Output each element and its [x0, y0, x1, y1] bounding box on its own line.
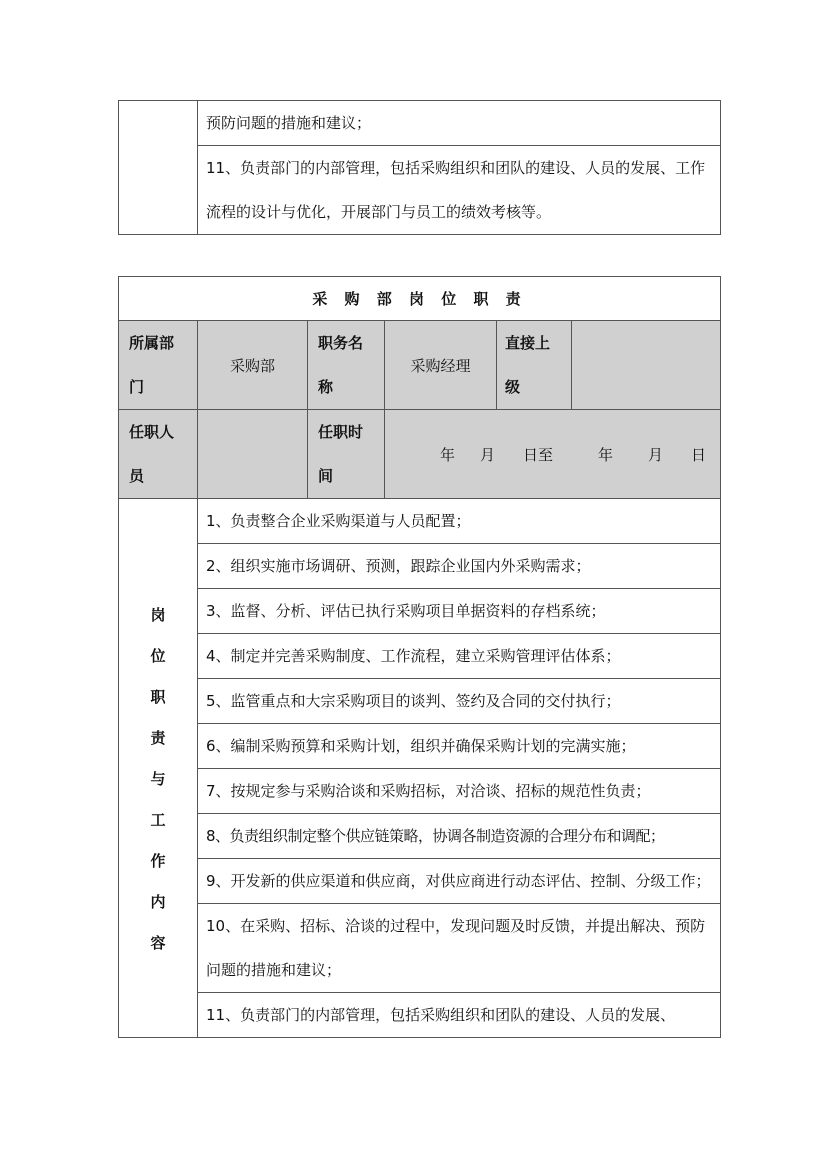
- position-value: 采购经理: [385, 321, 497, 410]
- duty-row: 1、负责整合企业采购渠道与人员配置；: [198, 499, 721, 544]
- duty-row: 2、组织实施市场调研、预测，跟踪企业国内外采购需求；: [198, 544, 721, 589]
- label-char: 作: [150, 851, 166, 870]
- label-char: 容: [150, 933, 166, 952]
- table-title: 采 购 部 岗 位 职 责: [119, 277, 721, 321]
- label-char: 工: [150, 810, 166, 829]
- label-char: 位: [150, 646, 166, 665]
- duty-row: 3、监督、分析、评估已执行采购项目单据资料的存档系统；: [198, 589, 721, 634]
- month-from: 月: [480, 445, 496, 464]
- duty-row: 10、在采购、招标、洽谈的过程中，发现问题及时反馈，并提出解决、预防问题的措施和建议；: [198, 904, 721, 993]
- duty-row: 11、负责部门的内部管理，包括采购组织和团队的建设、人员的发展、工作流程的设计与优化，开展部门与员工的绩效考核等。: [198, 146, 721, 235]
- duties-label: [119, 499, 198, 1038]
- label-char: 岗: [150, 605, 166, 624]
- duty-row: 预防问题的措施和建议；: [198, 101, 721, 146]
- position-label: 职务名称: [308, 321, 385, 410]
- dept-value: 采购部: [198, 321, 308, 410]
- label-char: 责: [150, 728, 166, 747]
- label-char: 内: [150, 892, 166, 911]
- duty-row: 11、负责部门的内部管理，包括采购组织和团队的建设、人员的发展、: [198, 993, 721, 1038]
- month-to: 月: [648, 445, 664, 464]
- procurement-duties-table: [118, 276, 721, 1038]
- tenure-label: 任职时间: [308, 410, 385, 499]
- duty-row: 8、负责组织制定整个供应链策略，协调各制造资源的合理分布和调配；: [198, 814, 721, 859]
- empty-label-cell: [119, 101, 198, 235]
- day-to: 日至: [523, 445, 554, 464]
- duty-row: 7、按规定参与采购洽谈和采购招标，对洽谈、招标的规范性负责；: [198, 769, 721, 814]
- duty-row: 9、开发新的供应渠道和供应商，对供应商进行动态评估、控制、分级工作；: [198, 859, 721, 904]
- duty-row: 6、编制采购预算和采购计划，组织并确保采购计划的完满实施；: [198, 724, 721, 769]
- superior-value: [572, 321, 721, 410]
- continued-duties-table: [118, 100, 721, 235]
- tenure-value: [385, 410, 721, 499]
- duty-row: 5、监管重点和大宗采购项目的谈判、签约及合同的交付执行；: [198, 679, 721, 724]
- year-to: 年: [598, 445, 614, 464]
- dept-label: 所属部门: [119, 321, 198, 410]
- superior-label: 直接上级: [497, 321, 572, 410]
- label-char: 职: [150, 687, 166, 706]
- holder-label: 任职人员: [119, 410, 198, 499]
- year-from: 年: [440, 445, 456, 464]
- holder-value: [198, 410, 308, 499]
- duty-row: 4、制定并完善采购制度、工作流程，建立采购管理评估体系；: [198, 634, 721, 679]
- label-char: 与: [150, 769, 166, 788]
- day-end: 日: [691, 445, 707, 464]
